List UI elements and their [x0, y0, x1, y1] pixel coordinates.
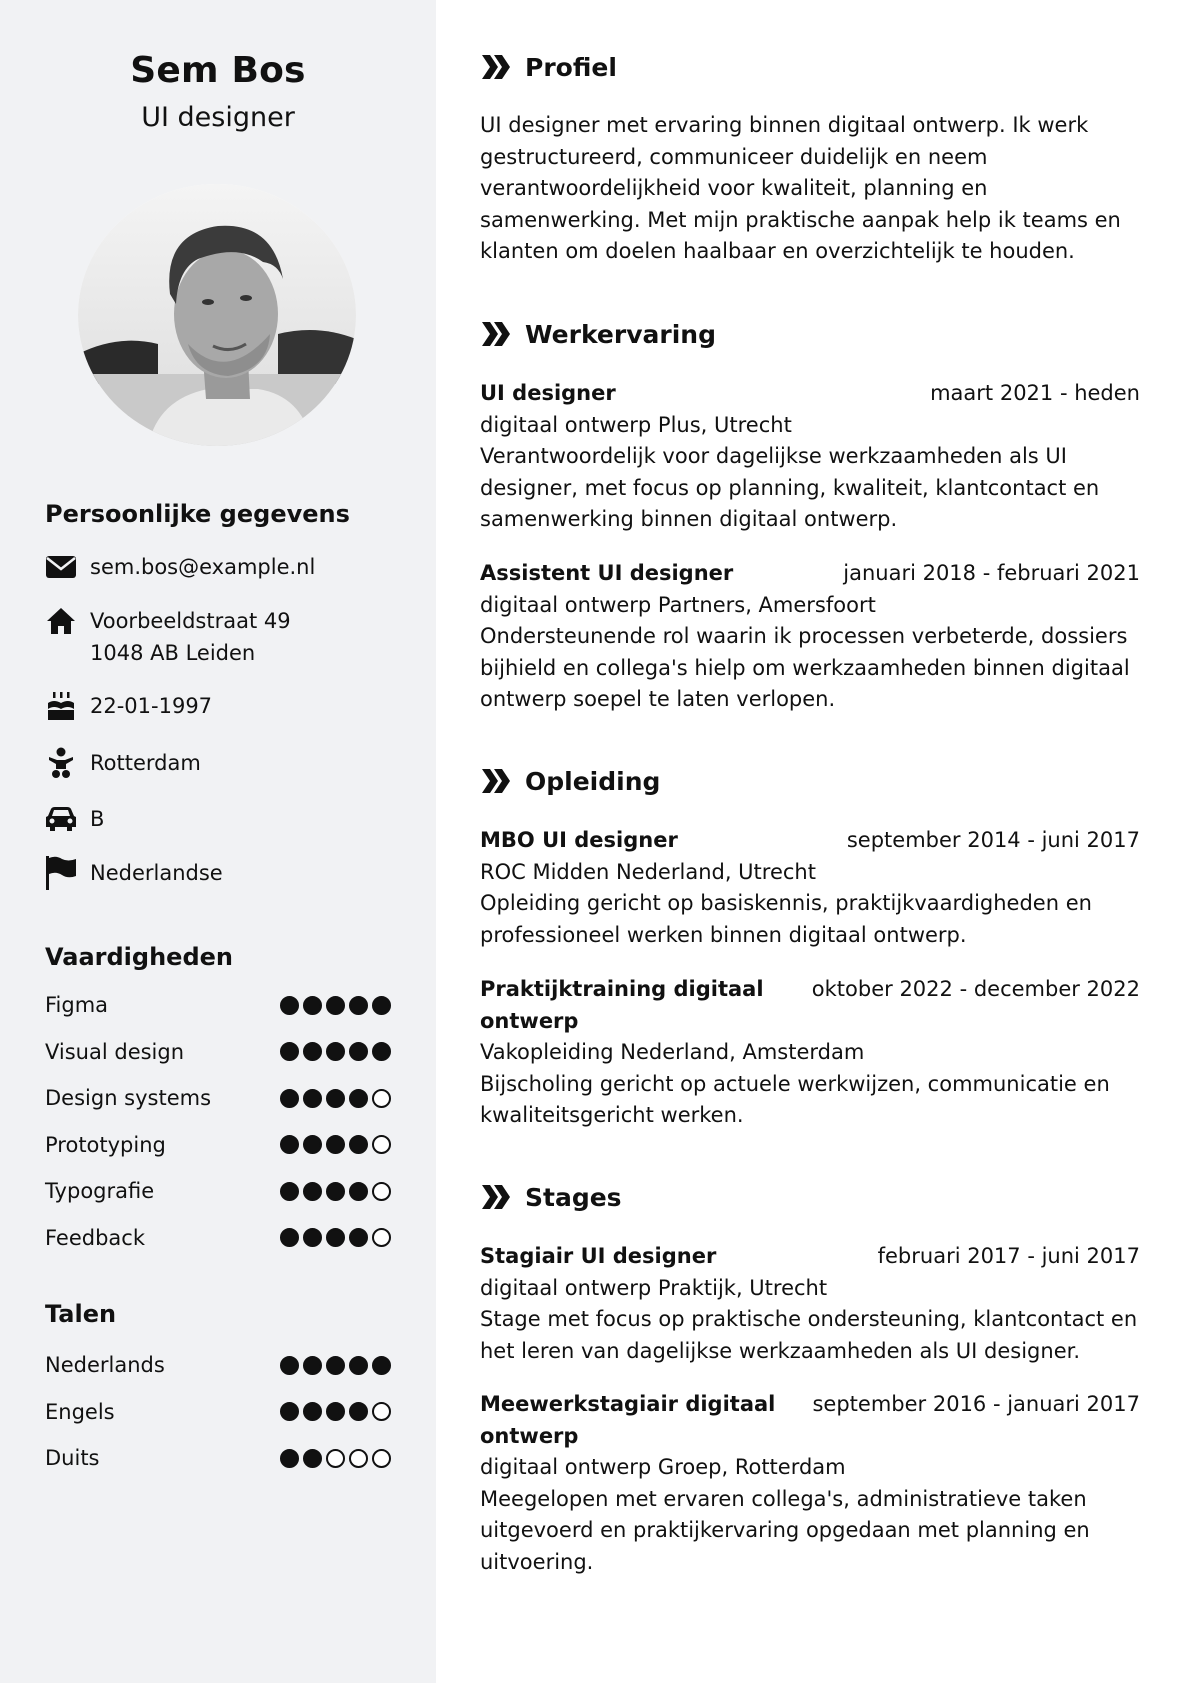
entry-period: februari 2017 - juni 2017 [877, 1244, 1140, 1268]
rating-dot-empty [372, 1182, 391, 1201]
internship-entry [480, 1389, 1140, 1578]
rating-dots [280, 1228, 391, 1247]
experience-entry [480, 558, 1140, 716]
experience-section-heading [480, 317, 716, 351]
main-content [436, 0, 1190, 1683]
contact-license [45, 803, 425, 835]
skills-heading: Vaardigheden [45, 943, 233, 971]
rating-dots [280, 1402, 391, 1421]
rating-dot-filled [349, 1089, 368, 1108]
experience-section-title: Werkervaring [525, 319, 716, 349]
rating-dot-filled [326, 1135, 345, 1154]
profile-summary: UI designer met ervaring binnen digitaal ontwerp. Ik werk gestructureerd, communiceer duidelijk en neem verantwoordelijkheid voor kwaliteit, planning en samenwerking. Met mijn praktische aanpak help ik teams en klanten om doelen haalbaar en overzichtelijk te houden. [480, 113, 1121, 263]
rating-dot-empty [372, 1402, 391, 1421]
skills-name: Visual design [45, 1039, 185, 1064]
entry-description: Stage met focus op praktische ondersteuning, klantcontact en het leren van dagelijkse werkzaamheden als UI designer. [480, 1307, 1138, 1363]
internships-section-heading [480, 1180, 622, 1214]
person-name: Sem Bos [130, 50, 306, 91]
rating-dot-filled [326, 1402, 345, 1421]
rating-dot-filled [326, 1042, 345, 1061]
internships-section-title: Stages [525, 1182, 622, 1212]
rating-dot-filled [280, 1135, 299, 1154]
profile-section-heading [480, 50, 617, 84]
rating-dots [280, 1356, 391, 1375]
rating-dot-filled [349, 1402, 368, 1421]
skills-row [45, 1175, 391, 1207]
languages-name: Duits [45, 1446, 100, 1470]
rating-dot-filled [372, 996, 391, 1015]
entry-title: Stagiair UI designer [480, 1244, 717, 1268]
profile-photo [78, 184, 356, 446]
languages-name: Nederlands [45, 1353, 165, 1377]
rating-dot-filled [326, 1356, 345, 1375]
rating-dot-empty [372, 1449, 391, 1468]
internship-entry [480, 1241, 1140, 1367]
rating-dot-empty [372, 1135, 391, 1154]
rating-dot-empty [349, 1449, 368, 1468]
birthplace-text: Rotterdam [90, 751, 201, 775]
entry-title: Assistent UI designer [480, 561, 734, 585]
rating-dot-filled [303, 1228, 322, 1247]
skills-row [45, 1082, 391, 1114]
rating-dot-filled [280, 1182, 299, 1201]
entry-title: MBO UI designer [480, 828, 678, 852]
entry-title: Meewerkstagiair digitaal ontwerp [480, 1392, 776, 1448]
rating-dots [280, 1042, 391, 1061]
entry-organization: digitaal ontwerp Partners, Amersfoort [480, 592, 876, 617]
rating-dot-filled [280, 1356, 299, 1375]
rating-dots [280, 1182, 391, 1201]
rating-dot-filled [349, 1356, 368, 1375]
rating-dots [280, 1089, 391, 1108]
rating-dot-filled [349, 1228, 368, 1247]
rating-dot-filled [372, 1356, 391, 1375]
license-text: B [90, 807, 105, 831]
entry-description: Ondersteunende rol waarin ik processen verbeterde, dossiers bijhield en collega's hielp om werkzaamheden binnen digitaal ontwerp soepel te laten verlopen. [480, 624, 1130, 711]
entry-organization: Vakopleiding Nederland, Amsterdam [480, 1040, 865, 1064]
rating-dot-filled [349, 1042, 368, 1061]
envelope-icon [45, 551, 77, 583]
skills-row [45, 1222, 391, 1254]
home-icon [45, 605, 77, 637]
contact-nationality [45, 857, 425, 889]
person-icon [45, 747, 77, 779]
contact-birthdate [45, 690, 425, 722]
rating-dot-filled [349, 996, 368, 1015]
rating-dot-filled [326, 1228, 345, 1247]
rating-dot-filled [280, 1402, 299, 1421]
skills-name: Design systems [45, 1086, 212, 1110]
rating-dot-filled [372, 1042, 391, 1061]
double-chevron-icon [480, 767, 512, 795]
address-postal-city: 1048 AB Leiden [90, 641, 256, 665]
skills-row [45, 1129, 391, 1161]
languages-row [45, 1396, 391, 1428]
rating-dot-filled [303, 996, 322, 1015]
languages-row [45, 1349, 391, 1381]
entry-period: januari 2018 - februari 2021 [843, 561, 1140, 585]
personal-details-heading: Persoonlijke gegevens [45, 500, 350, 528]
skills-name: Prototyping [45, 1132, 166, 1157]
entry-organization: ROC Midden Nederland, Utrecht [480, 859, 816, 884]
entry-organization: digitaal ontwerp Groep, Rotterdam [480, 1455, 846, 1479]
rating-dot-filled [280, 1449, 299, 1468]
address-street: Voorbeeldstraat 49 [90, 609, 291, 633]
entry-description: Bijscholing gericht op actuele werkwijzen, communicatie en kwaliteitsgericht werken. [480, 1071, 1110, 1127]
entry-period: oktober 2022 - december 2022 [811, 977, 1140, 1001]
skills-row [45, 989, 391, 1021]
rating-dot-filled [280, 1228, 299, 1247]
double-chevron-icon [480, 320, 512, 348]
rating-dot-filled [326, 1089, 345, 1108]
rating-dots [280, 1135, 391, 1154]
entry-period: september 2014 - juni 2017 [846, 828, 1140, 852]
education-entry [480, 825, 1140, 951]
entry-description: Opleiding gericht op basiskennis, praktijkvaardigheden en professioneel werken binnen digitaal ontwerp. [480, 891, 1092, 947]
address-text [90, 605, 291, 669]
experience-entry [480, 378, 1140, 536]
skills-name: Figma [45, 993, 109, 1017]
education-entry [480, 974, 1140, 1132]
entry-description: Verantwoordelijk voor dagelijkse werkzaamheden als UI designer, met focus op planning, kwaliteit, klantcontact en samenwerking binnen digitaal ontwerp. [480, 444, 1100, 531]
rating-dot-filled [303, 1402, 322, 1421]
rating-dot-filled [303, 1356, 322, 1375]
flag-icon [45, 857, 77, 889]
rating-dot-empty [372, 1228, 391, 1247]
entry-organization: digitaal ontwerp Plus, Utrecht [480, 412, 792, 437]
rating-dots [280, 996, 391, 1015]
contact-birthplace [45, 747, 425, 779]
entry-title: UI designer [480, 381, 616, 405]
email-text: sem.bos@example.nl [90, 555, 316, 579]
rating-dot-filled [326, 996, 345, 1015]
languages-name: Engels [45, 1399, 115, 1424]
nationality-text: Nederlandse [90, 861, 223, 885]
rating-dot-filled [280, 996, 299, 1015]
rating-dot-filled [303, 1135, 322, 1154]
rating-dot-filled [303, 1449, 322, 1468]
education-section-heading [480, 764, 660, 798]
entry-period: maart 2021 - heden [930, 381, 1140, 405]
education-section-title: Opleiding [525, 766, 661, 796]
contact-email [45, 551, 425, 583]
rating-dot-filled [303, 1182, 322, 1201]
profile-section-title: Profiel [525, 52, 617, 82]
rating-dot-filled [303, 1089, 322, 1108]
rating-dot-empty [372, 1089, 391, 1108]
contact-address [45, 605, 425, 669]
skills-name: Feedback [45, 1225, 146, 1250]
rating-dot-filled [349, 1135, 368, 1154]
languages-heading: Talen [45, 1300, 117, 1328]
rating-dot-filled [326, 1182, 345, 1201]
rating-dot-filled [303, 1042, 322, 1061]
birthdate-text: 22-01-1997 [90, 694, 213, 718]
car-icon [45, 803, 77, 835]
rating-dot-filled [280, 1089, 299, 1108]
double-chevron-icon [480, 1183, 512, 1211]
double-chevron-icon [480, 53, 512, 81]
cake-icon [45, 690, 77, 722]
entry-organization: digitaal ontwerp Praktijk, Utrecht [480, 1275, 828, 1300]
skills-name: Typografie [45, 1179, 155, 1203]
rating-dot-empty [326, 1449, 345, 1468]
person-role: UI designer [141, 102, 295, 133]
rating-dot-filled [349, 1182, 368, 1201]
skills-row [45, 1036, 391, 1068]
rating-dot-filled [280, 1042, 299, 1061]
sidebar [0, 0, 436, 1683]
entry-description: Meegelopen met ervaren collega's, administratieve taken uitgevoerd en praktijkervaring opgedaan met planning en uitvoering. [480, 1486, 1090, 1574]
entry-period: september 2016 - januari 2017 [812, 1392, 1140, 1416]
languages-row [45, 1442, 391, 1474]
entry-title: Praktijktraining digitaal ontwerp [480, 977, 764, 1033]
rating-dots [280, 1449, 391, 1468]
